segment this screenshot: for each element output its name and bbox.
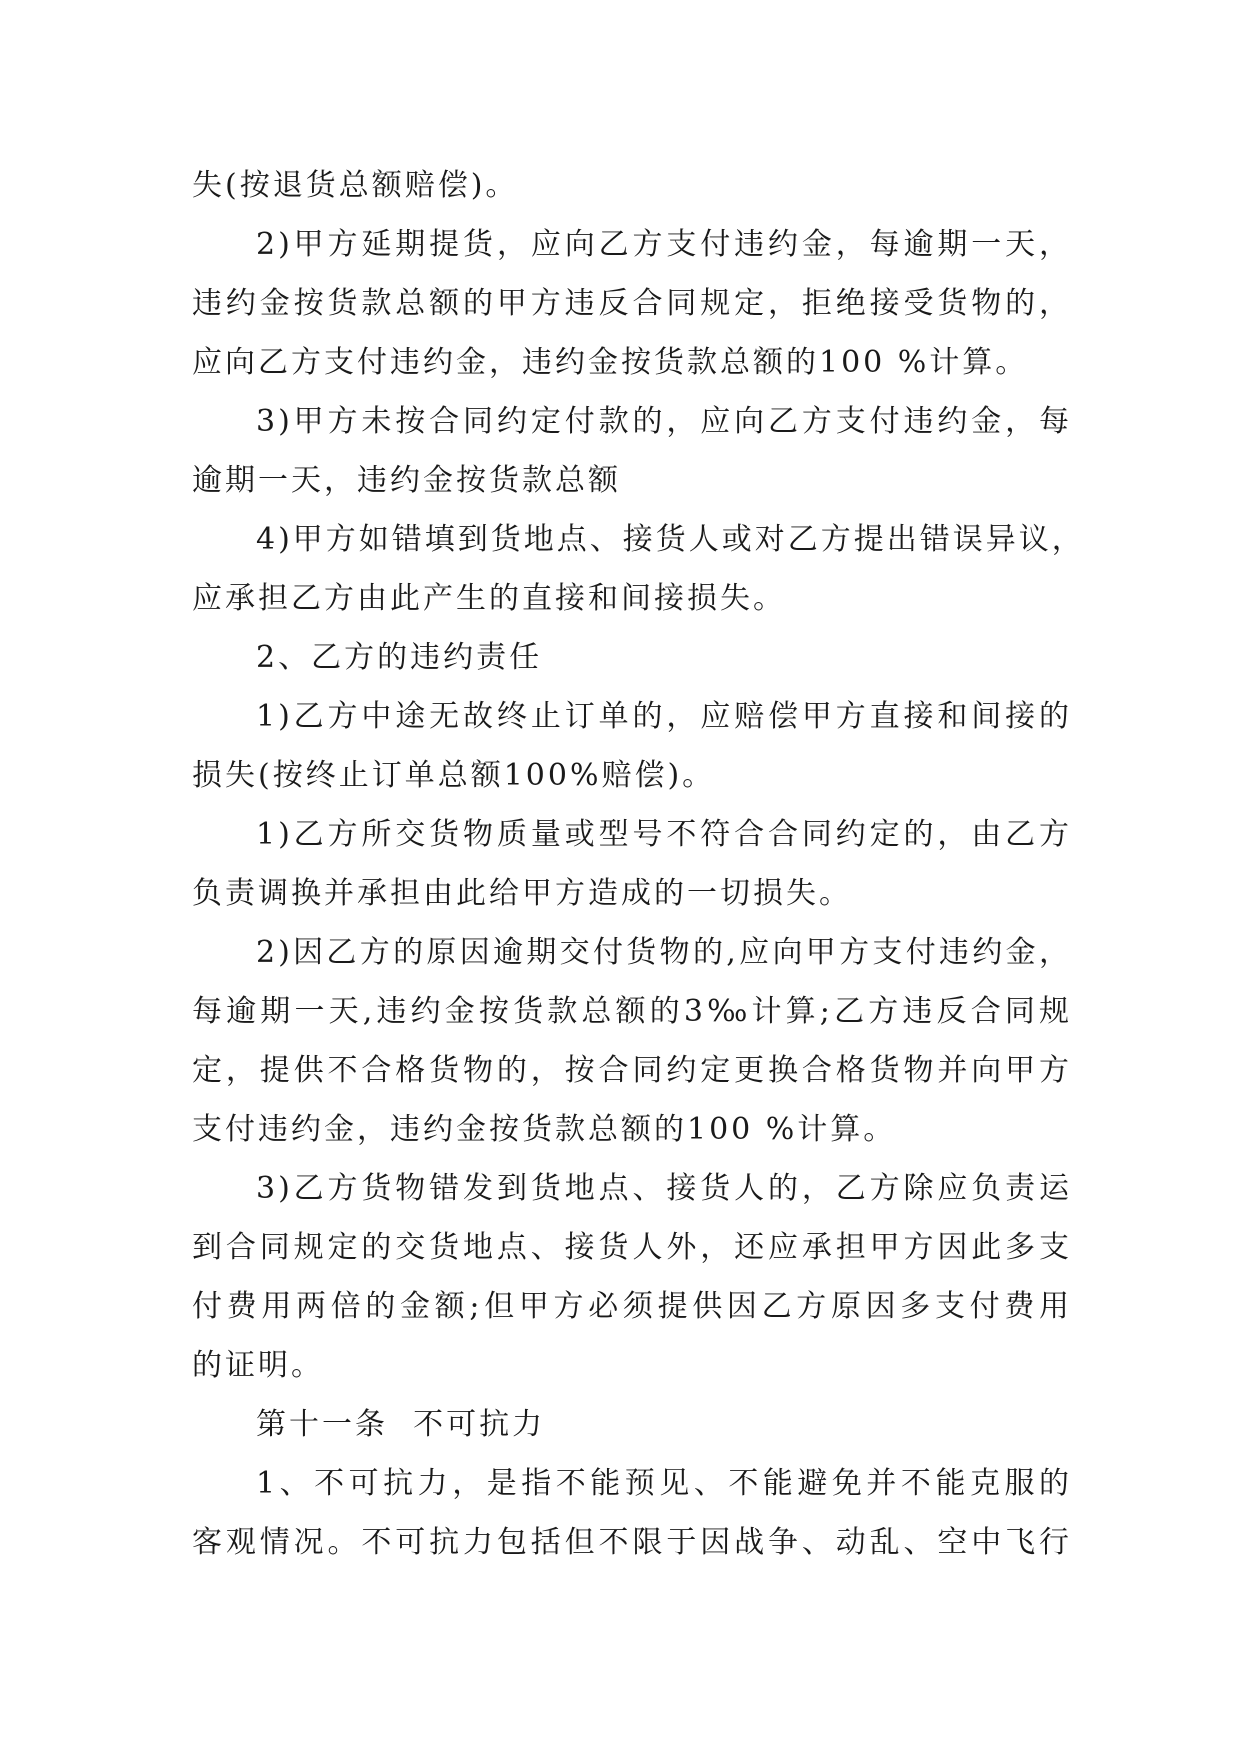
text-line: 逾期一天，违约金按货款总额 [192,463,621,498]
section-heading [192,628,1072,687]
text-line: 2、乙方的违约责任 [256,640,543,675]
text-line: 2)甲方延期提货，应向乙方支付违约金，每逾期一天， [256,227,1072,262]
paragraph [192,215,1072,392]
document-body [192,156,1085,1572]
paragraph [192,687,1072,805]
text-line: 1)乙方所交货物质量或型号不符合合同约定的，由乙方 [256,817,1072,852]
text-line: 应向乙方支付违约金，违约金按货款总额的100 %计算。 [192,345,1029,380]
text-line: 的证明。 [192,1348,324,1383]
text-line: 第十一条 不可抗力 [256,1407,546,1442]
text-line: 1)乙方中途无故终止订单的，应赔偿甲方直接和间接的 [256,699,1072,734]
paragraph [192,1454,1072,1572]
text-line: 3)甲方未按合同约定付款的，应向乙方支付违约金，每 [256,404,1072,439]
text-line: 支付违约金，违约金按货款总额的100 %计算。 [192,1112,897,1147]
article-heading [192,1395,1072,1454]
text-line: 失(按退货总额赔偿)。 [192,168,519,203]
text-line: 每逾期一天,违约金按货款总额的3‰计算;乙方违反合同规 [192,994,1072,1029]
paragraph [192,156,1072,215]
text-line: 负责调换并承担由此给甲方造成的一切损失。 [192,876,852,911]
text-line: 应承担乙方由此产生的直接和间接损失。 [192,581,786,616]
text-line: 违约金按货款总额的甲方违反合同规定，拒绝接受货物的， [192,286,1072,321]
paragraph [192,805,1072,923]
text-line: 客观情况。不可抗力包括但不限于因战争、动乱、空中飞行 [192,1525,1072,1560]
paragraph [192,510,1085,628]
text-line: 定，提供不合格货物的，按合同约定更换合格货物并向甲方 [192,1053,1072,1088]
paragraph [192,923,1072,1159]
text-line: 损失(按终止订单总额100%赔偿)。 [192,758,716,793]
text-line: 2)因乙方的原因逾期交付货物的,应向甲方支付违约金， [256,935,1072,970]
text-line: 1、不可抗力，是指不能预见、不能避免并不能克服的 [256,1466,1072,1501]
text-line: 到合同规定的交货地点、接货人外，还应承担甲方因此多支 [192,1230,1072,1265]
text-line: 付费用两倍的金额;但甲方必须提供因乙方原因多支付费用 [192,1289,1072,1324]
paragraph [192,392,1072,510]
text-line: 4)甲方如错填到货地点、接货人或对乙方提出错误异议， [256,522,1085,557]
text-line: 3)乙方货物错发到货地点、接货人的，乙方除应负责运 [256,1171,1072,1206]
paragraph [192,1159,1072,1395]
